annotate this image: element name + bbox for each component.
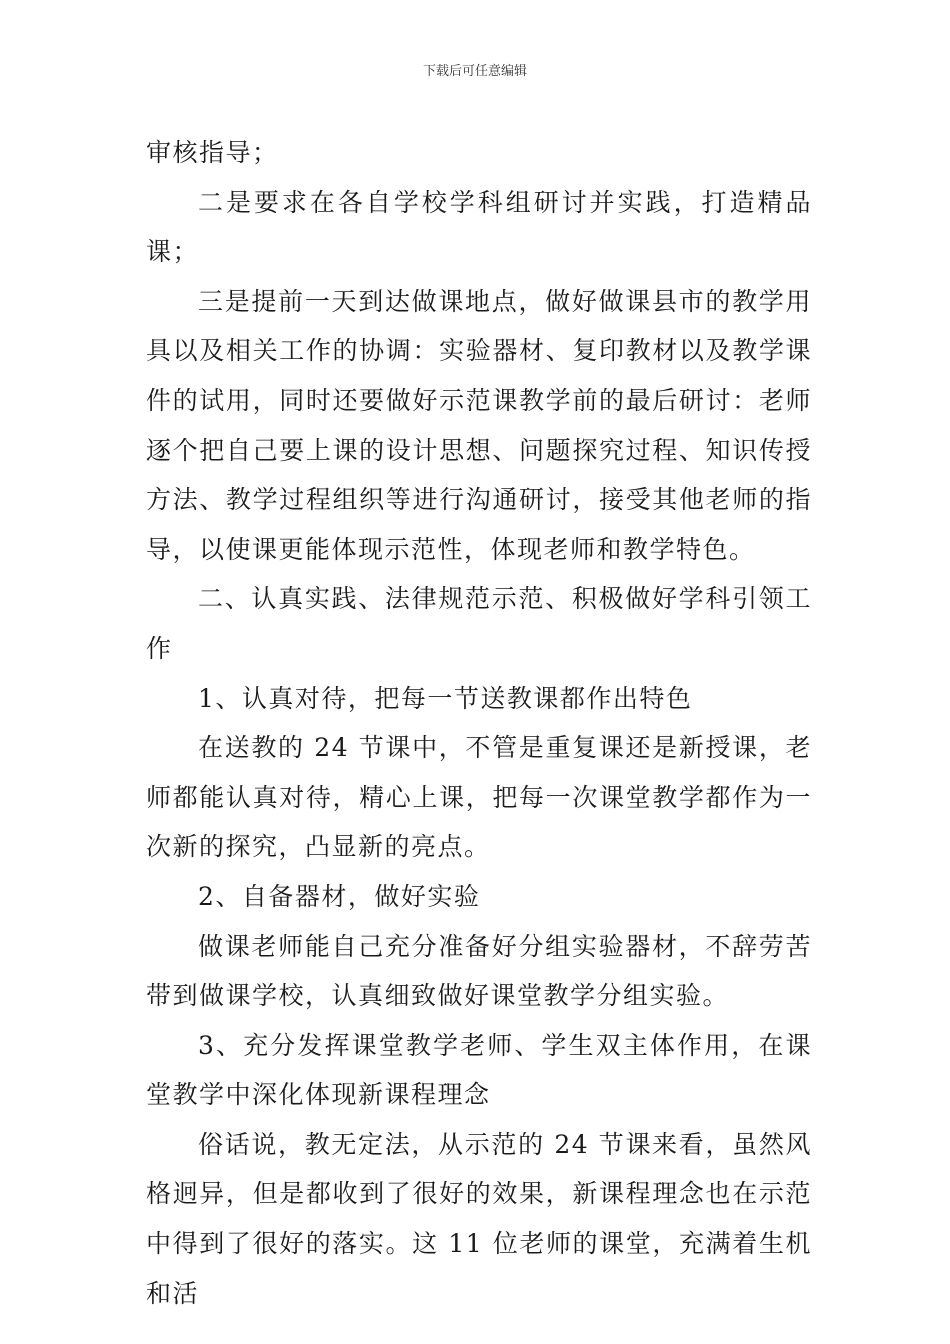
- paragraph-point-three: 三是提前一天到达做课地点，做好做课县市的教学用具以及相关工作的协调：实验器材、复印教材以及教学课件的试用，同时还要做好示范课教学前的最后研讨：老师逐个把自己要上课的设计思想、问题探究过程、知识传授方法、教学过程组织等进行沟通研讨，接受其他老师的指导，以使课更能体现示范性，体现老师和教学特色。: [146, 286, 812, 564]
- section-heading-two: 二、认真实践、法律规范示范、积极做好学科引领工作: [146, 584, 812, 663]
- paragraph-body-one: 在送教的 24 节课中，不管是重复课还是新授课，老师都能认真对待，精心上课，把每一次课堂教学都作为一次新的探究，凸显新的亮点。: [146, 733, 812, 862]
- paragraph-review-guidance: 审核指导；: [146, 138, 279, 167]
- subheading-two: 2、自备器材，做好实验: [198, 881, 481, 911]
- paragraph-point-two: 二是要求在各自学校学科组研讨并实践，打造精品课；: [146, 187, 812, 267]
- subheading-three: 3、充分发挥课堂教学老师、学生双主体作用，在课堂教学中深化体现新课程理念: [146, 1030, 812, 1110]
- page-header-note: 下载后可任意编辑: [422, 64, 527, 79]
- paragraph-body-three: 俗话说，教无定法，从示范的 24 节课来看，虽然风格迥异，但是都收到了很好的效果，新课程理念也在示范中得到了很好的落实。这 11 位老师的课堂，充满着生机和活: [146, 1129, 812, 1308]
- document-body: [146, 128, 812, 1318]
- subheading-one: 1、认真对待，把每一节送教课都作出特色: [198, 683, 693, 713]
- paragraph-body-two: 做课老师能自己充分准备好分组实验器材，不辞劳苦带到做课学校，认真细致做好课堂教学分组实验。: [146, 931, 812, 1011]
